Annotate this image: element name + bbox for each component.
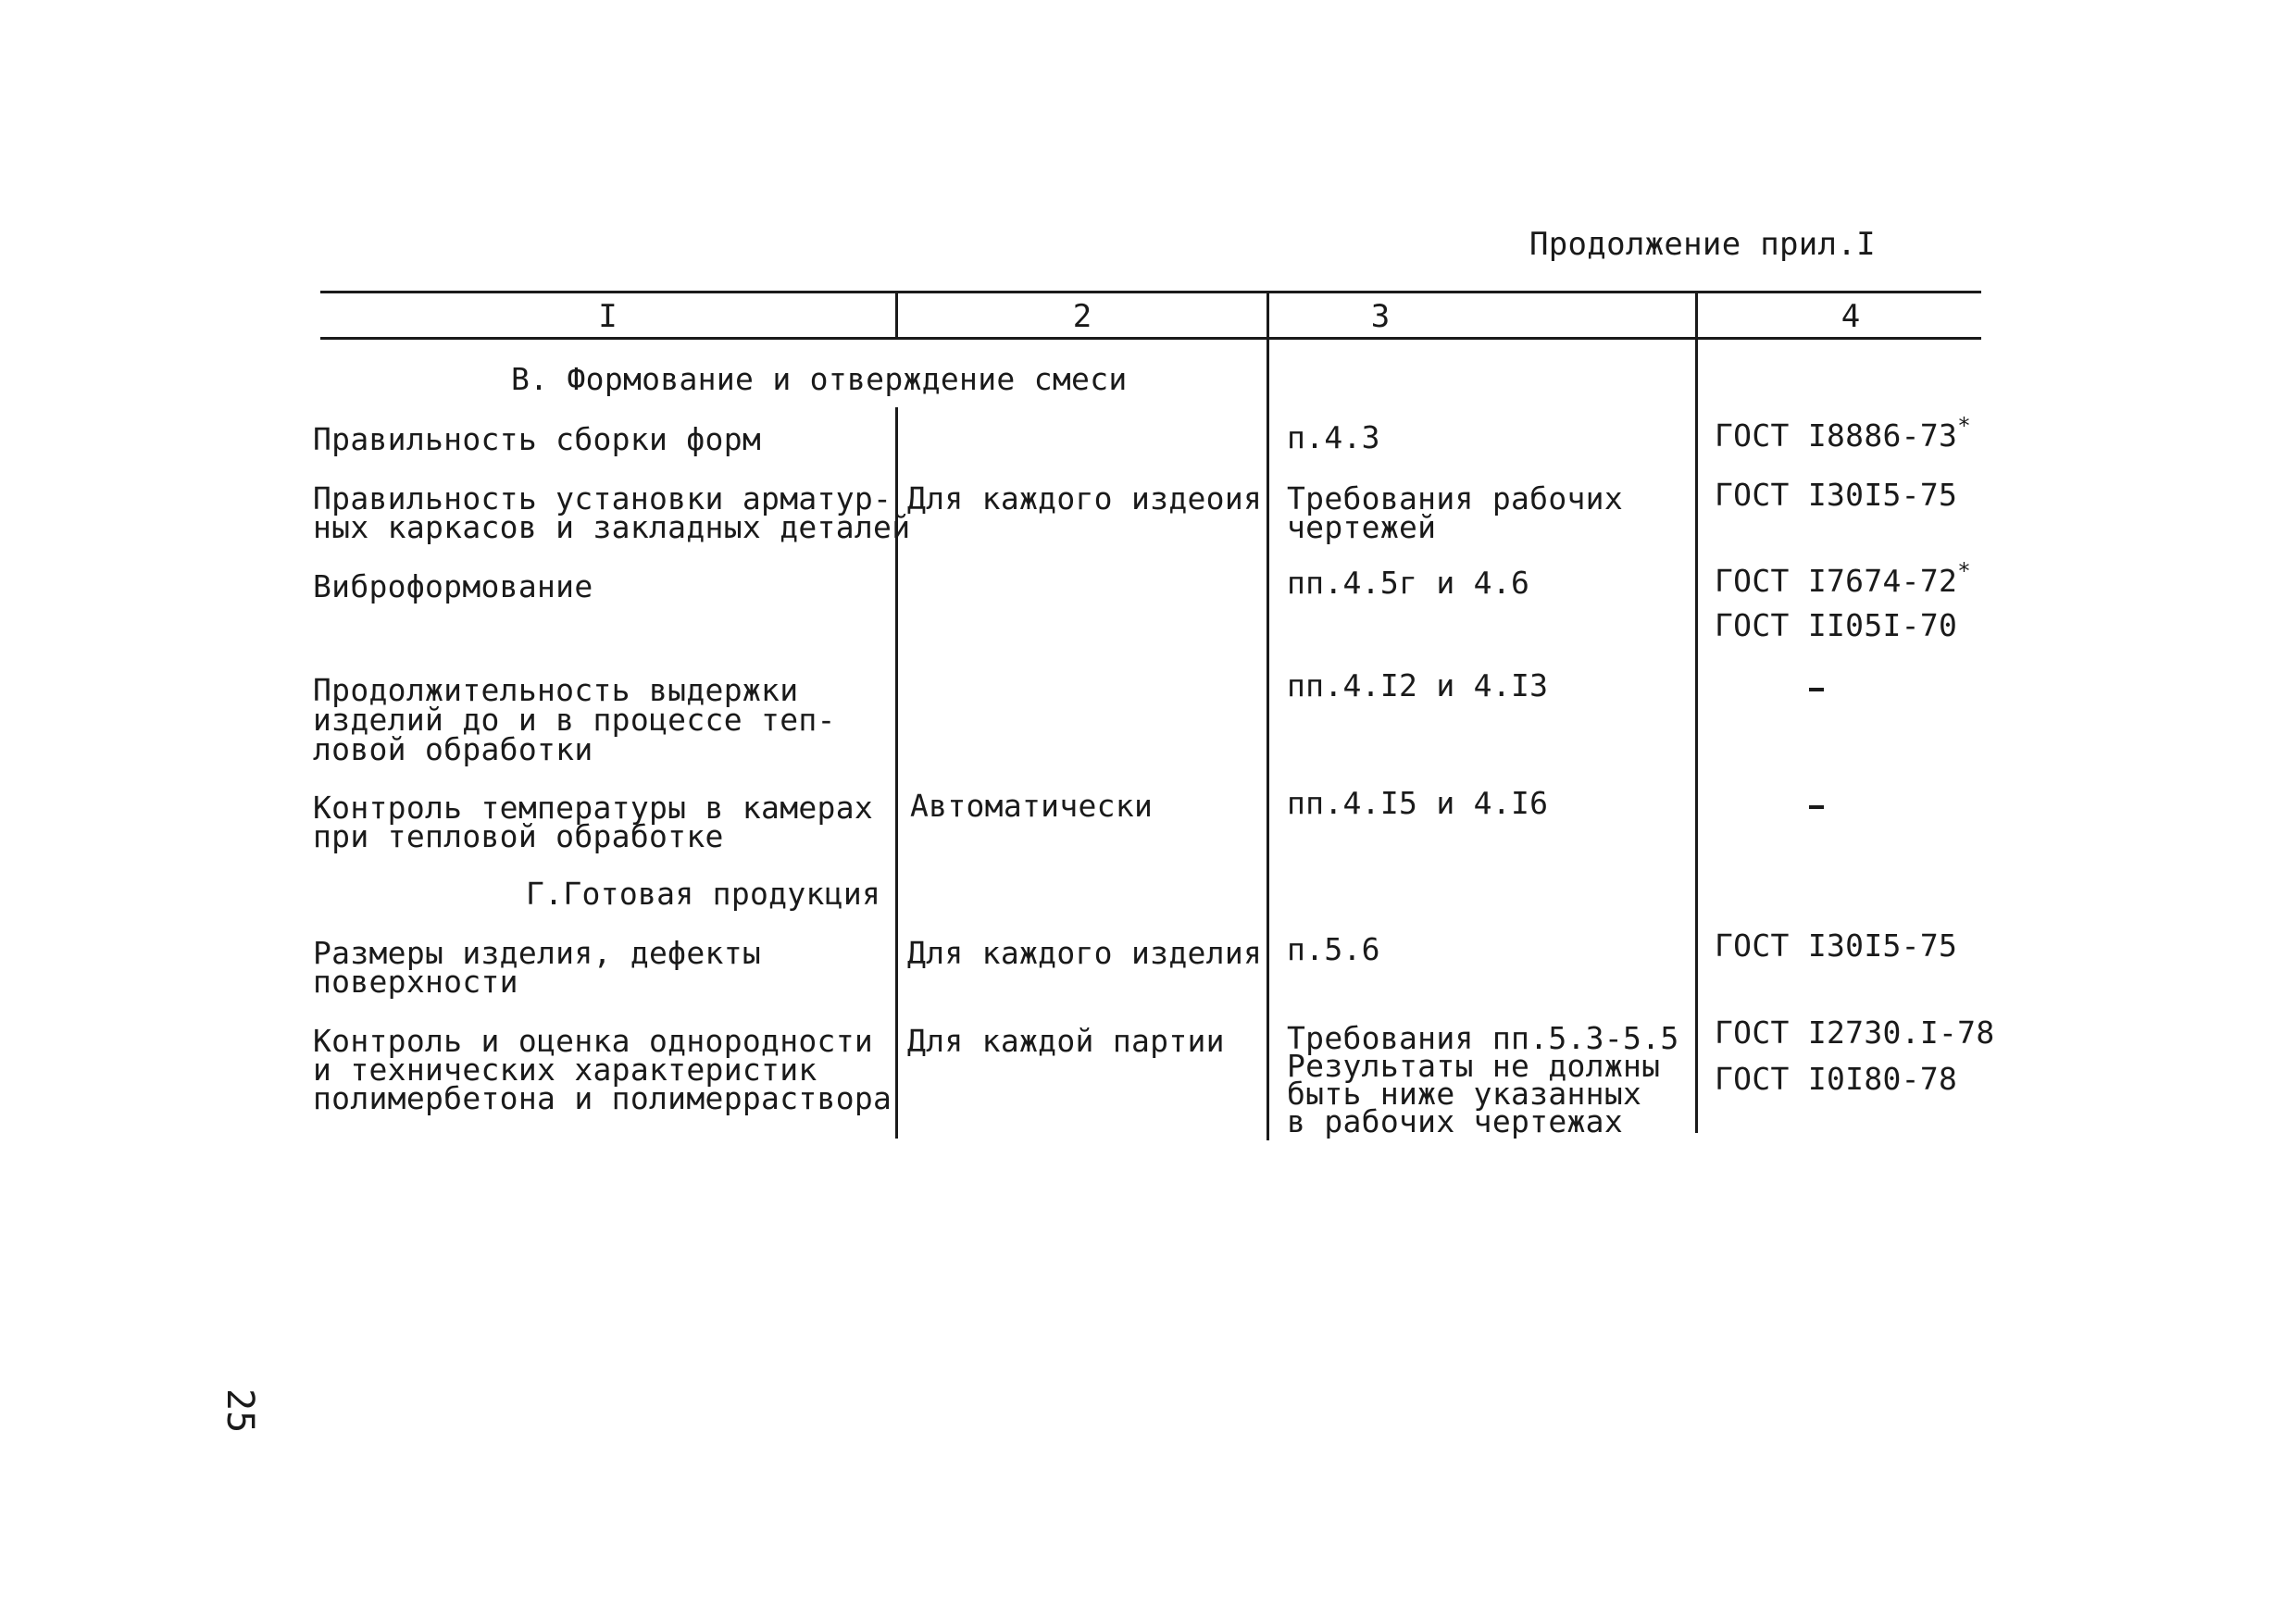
section-heading: Г.Готовая продукция	[526, 876, 881, 912]
col-number-1: I	[598, 298, 618, 335]
row-parameter: Размеры изделия, дефекты	[313, 935, 762, 971]
row-parameter: изделий до и в процессе теп-	[313, 702, 836, 738]
row-frequency: Для каждого изделия	[907, 935, 1263, 971]
section-heading: В. Формование и отверждение смеси	[511, 361, 1128, 397]
row-reference: п.5.6	[1287, 931, 1380, 967]
row-standard: ГОСТ I30I5-75	[1715, 477, 1958, 513]
row-frequency: Для каждого издеоия	[907, 480, 1263, 517]
row-parameter: Правильность сборки форм	[313, 421, 762, 457]
row-parameter: при тепловой обработке	[313, 818, 724, 854]
row-reference: чертежей	[1287, 509, 1437, 545]
page-number: 25	[218, 1388, 261, 1434]
row-frequency: Автоматически	[910, 788, 1154, 824]
row-reference: пп.4.5г и 4.6	[1287, 565, 1530, 601]
row-reference: пп.4.I2 и 4.I3	[1287, 667, 1549, 703]
table-top-rule	[320, 291, 1981, 293]
row-reference: быть ниже указанных	[1287, 1076, 1642, 1112]
col-number-3: 3	[1370, 298, 1391, 335]
row-parameter: Продолжительность выдержки	[313, 672, 799, 708]
col-divider	[1267, 337, 1269, 1140]
row-parameter: ловой обработки	[313, 731, 593, 767]
row-frequency: Для каждой партии	[907, 1023, 1225, 1059]
col-number-4: 4	[1841, 298, 1861, 335]
row-standard: ГОСТ I0I80-78	[1715, 1061, 1958, 1097]
row-parameter: Контроль температуры в камерах	[313, 790, 874, 826]
row-standard: ГОСТ II05I-70	[1715, 607, 1958, 643]
row-parameter: Виброформование	[313, 568, 593, 604]
continuation-label: Продолжение прил.I	[1529, 226, 1876, 263]
col-number-2: 2	[1072, 298, 1092, 335]
row-standard: ГОСТ I2730.I-78	[1715, 1014, 1995, 1051]
empty-dash	[1809, 805, 1824, 809]
table-header-rule	[320, 337, 1981, 340]
row-parameter: и технических характеристик	[313, 1052, 817, 1088]
row-reference: Требования рабочих	[1287, 480, 1624, 517]
row-reference: п.4.3	[1287, 419, 1380, 455]
row-parameter: Правильность установки арматур-	[313, 480, 892, 517]
row-parameter: полимербетона и полимерраствора	[313, 1080, 892, 1116]
row-reference: Требования пп.5.3-5.5	[1287, 1020, 1679, 1056]
row-standard: ГОСТ I30I5-75	[1715, 927, 1958, 964]
row-standard: ГОСТ I7674-72*	[1715, 558, 1971, 599]
row-parameter: Контроль и оценка однородности	[313, 1023, 874, 1059]
col-divider	[1695, 337, 1698, 1133]
row-standard: ГОСТ I8886-73*	[1715, 413, 1971, 454]
empty-dash	[1809, 688, 1824, 691]
row-reference: пп.4.I5 и 4.I6	[1287, 785, 1549, 821]
row-reference: Результаты не должны	[1287, 1048, 1661, 1084]
row-parameter: поверхности	[313, 964, 518, 1000]
row-reference: в рабочих чертежах	[1287, 1103, 1624, 1139]
row-parameter: ных каркасов и закладных деталей	[313, 509, 911, 545]
